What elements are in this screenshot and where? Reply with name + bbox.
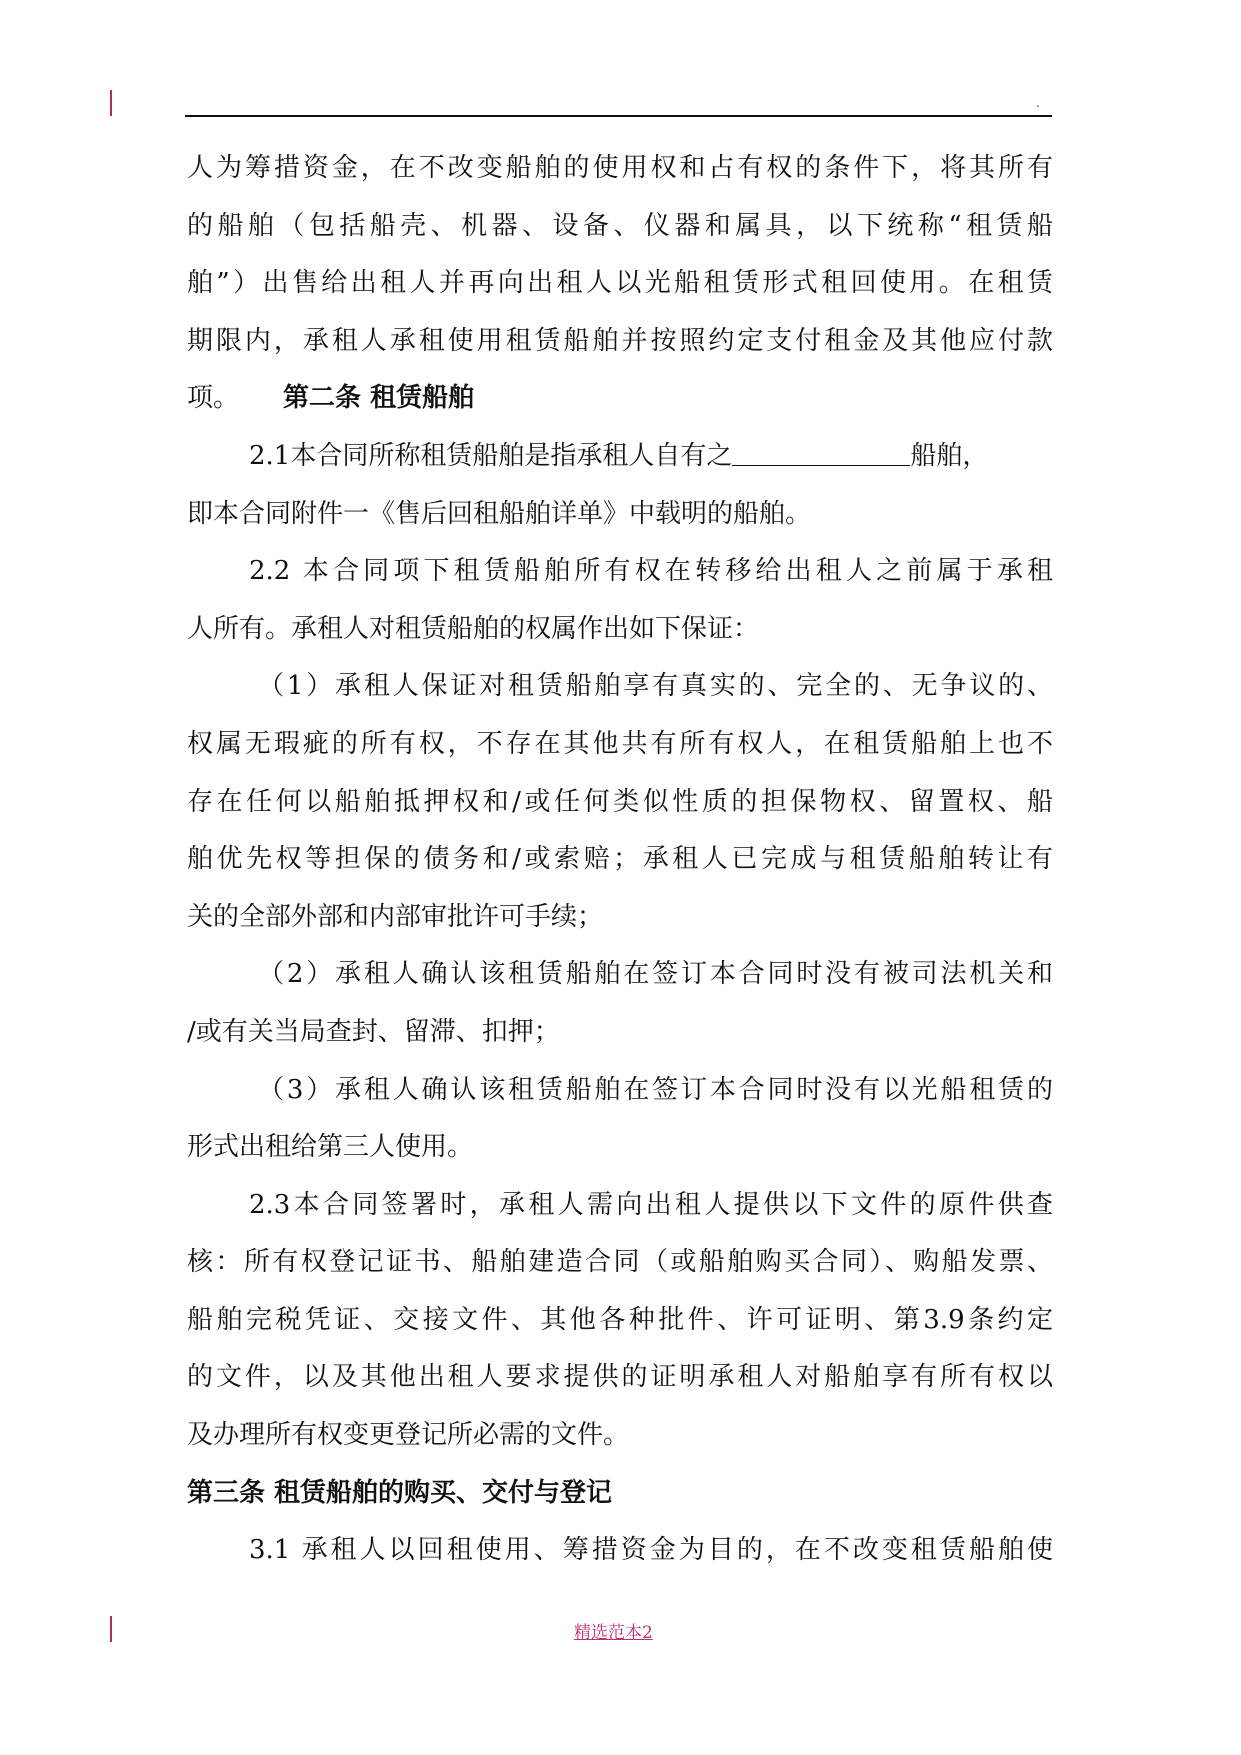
paragraph-line: 的船舶（包括船壳、机器、设备、仪器和属具，以下统称“租赁船 — [187, 210, 1053, 241]
paragraph-text: 项。 — [187, 383, 240, 414]
paragraph-line: 船舶完税凭证、交接文件、其他各种批件、许可证明、第3.9条约定 — [187, 1304, 1053, 1335]
paragraph-line: 2.2 本合同项下租赁船舶所有权在转移给出租人之前属于承租 — [249, 556, 1053, 587]
paragraph-line — [187, 428, 1053, 486]
paragraph-line: 2.3本合同签署时，承租人需向出租人提供以下文件的原件供查 — [249, 1189, 1053, 1220]
paragraph-line: 关的全部外部和内部审批许可手续； — [187, 901, 604, 932]
paragraph-line: 存在任何以船舶抵押权和/或任何类似性质的担保物权、留置权、船 — [187, 786, 1053, 817]
paragraph-line: 舶优先权等担保的债务和/或索赔；承租人已完成与租赁船舶转让有 — [187, 844, 1053, 875]
crop-mark-bottom — [110, 1616, 112, 1642]
paragraph-line: 的文件，以及其他出租人要求提供的证明承租人对船舶享有所有权以 — [187, 1362, 1053, 1393]
paragraph-line: 人所有。承租人对租赁船舶的权属作出如下保证： — [187, 613, 760, 644]
paragraph-line: 期限内，承租人承租使用租赁船舶并按照约定支付租金及其他应付款 — [187, 325, 1053, 356]
paragraph-line: （1）承租人保证对租赁船舶享有真实的、完全的、无争议的、 — [258, 671, 1053, 702]
header-mark: . — [1036, 96, 1040, 110]
paragraph-line: 及办理所有权变更登记所必需的文件。 — [187, 1420, 630, 1451]
paragraph-line: /或有关当局查封、留滞、扣押； — [187, 1016, 560, 1047]
clause-2-1-suffix: 船舶， — [910, 440, 989, 471]
footer-link[interactable]: 精选范本2 — [574, 1623, 653, 1643]
article-2-heading: 第二条 租赁船舶 — [283, 383, 475, 414]
fill-in-blank — [732, 439, 910, 466]
paragraph-line: （3）承租人确认该租赁船舶在签订本合同时没有以光船租赁的 — [258, 1074, 1053, 1105]
paragraph-line: 舶”）出售给出租人并再向出租人以光船租赁形式租回使用。在租赁 — [187, 268, 1053, 299]
document-body — [187, 140, 1053, 1580]
paragraph-line: 3.1 承租人以回租使用、筹措资金为目的，在不改变租赁船舶使 — [249, 1535, 1053, 1566]
paragraph-line: （2）承租人确认该租赁船舶在签订本合同时没有被司法机关和 — [258, 959, 1053, 990]
header-rule — [185, 115, 1052, 117]
paragraph-line-with-heading — [187, 370, 1053, 428]
paragraph-line: 人为筹措资金，在不改变船舶的使用权和占有权的条件下，将其所有 — [187, 153, 1053, 183]
paragraph-line: 权属无瑕疵的所有权，不存在其他共有所有权人，在租赁船舶上也不 — [187, 728, 1053, 759]
article-3-heading: 第三条 租赁船舶的购买、交付与登记 — [187, 1477, 613, 1508]
paragraph-line: 形式出租给第三人使用。 — [187, 1132, 474, 1163]
clause-2-1-text: 2.1本合同所称租赁船舶是指承租人自有之 — [249, 440, 733, 471]
paragraph-line: 即本合同附件一《售后回租船舶详单》中载明的船舶。 — [187, 498, 812, 529]
paragraph-line: 核：所有权登记证书、船舶建造合同（或船舶购买合同）、购船发票、 — [187, 1247, 1053, 1278]
crop-mark-top — [110, 90, 112, 116]
